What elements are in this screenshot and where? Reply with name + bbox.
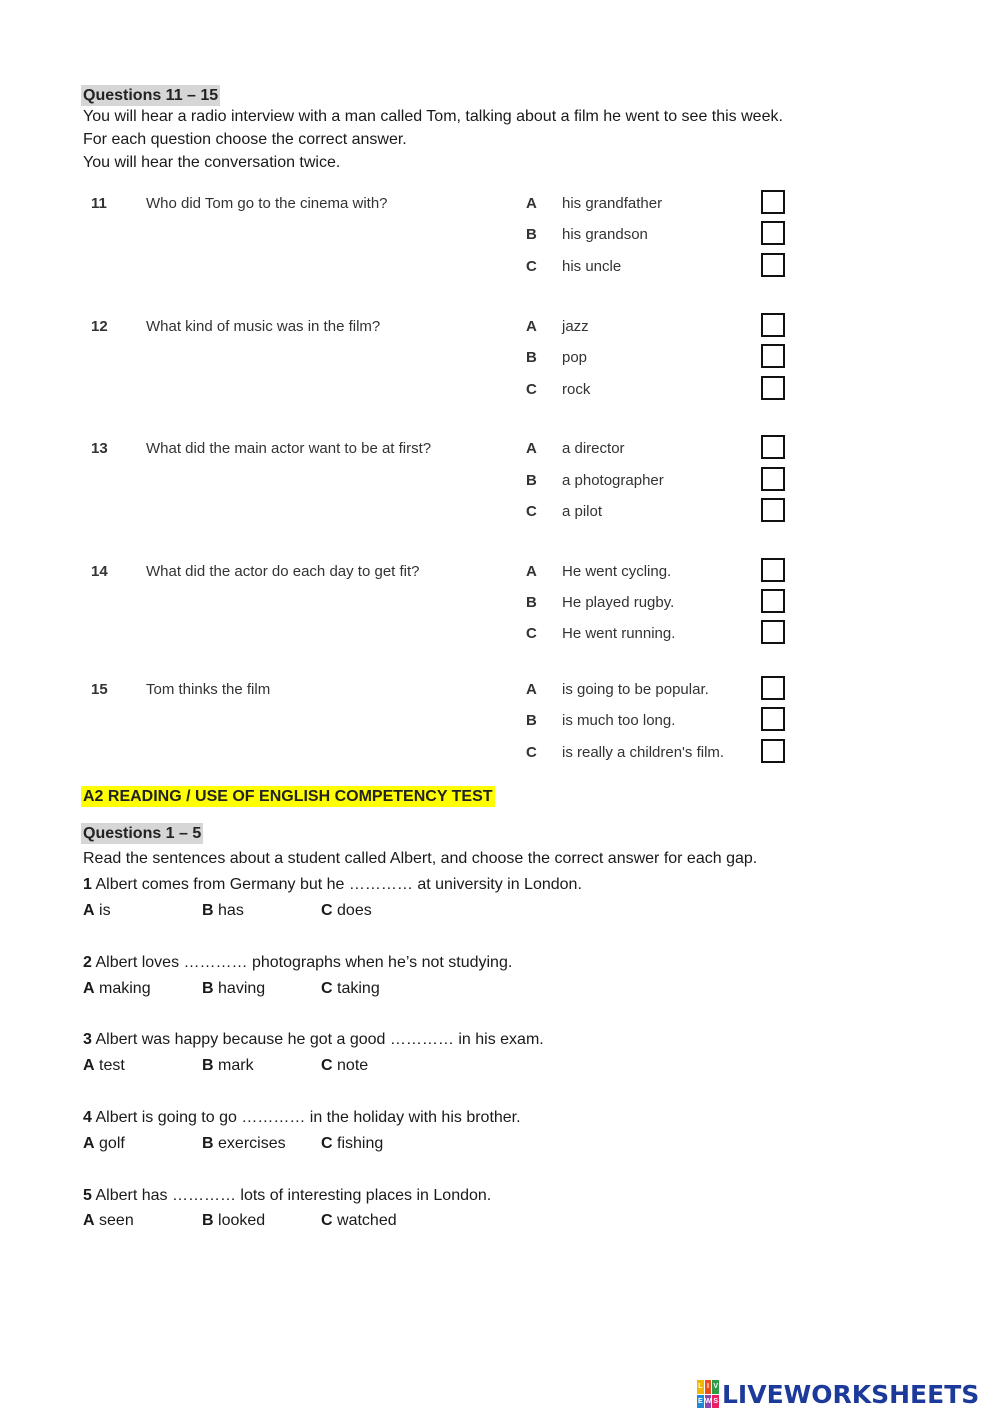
- option-text: is going to be popular.: [562, 681, 709, 698]
- answer-checkbox[interactable]: [761, 221, 785, 245]
- reading-option-3c[interactable]: [321, 1056, 368, 1076]
- logo-tile: I: [705, 1380, 712, 1394]
- reading-question-4: [83, 1108, 521, 1128]
- option-text: rock: [562, 381, 591, 398]
- option-text: making: [99, 980, 151, 997]
- answer-checkbox[interactable]: [761, 739, 785, 763]
- option-letter: A: [83, 1212, 95, 1229]
- option-text: He went running.: [562, 625, 676, 642]
- option-letter: A: [526, 195, 537, 212]
- option-letter: C: [321, 1057, 333, 1074]
- option-text: watched: [337, 1212, 397, 1229]
- question-number: 14: [91, 563, 108, 580]
- option-letter: A: [526, 563, 537, 580]
- option-text: having: [218, 980, 266, 997]
- listening-heading: Questions 11 – 15: [83, 87, 219, 104]
- question-text: Albert loves ………… photographs when he’s not studying.: [95, 954, 513, 971]
- question-text: Who did Tom go to the cinema with?: [146, 195, 388, 212]
- option-text: is: [99, 902, 111, 919]
- option-text: his grandfather: [562, 195, 663, 212]
- option-letter: A: [526, 440, 537, 457]
- option-letter: C: [526, 744, 537, 761]
- question-text: What kind of music was in the film?: [146, 318, 381, 335]
- question-text: Albert has ………… lots of interesting places in London.: [95, 1187, 492, 1204]
- option-text: is much too long.: [562, 712, 676, 729]
- question-text: Albert is going to go ………… in the holiday with his brother.: [95, 1109, 521, 1126]
- option-text: his uncle: [562, 258, 622, 275]
- option-letter: A: [526, 318, 537, 335]
- option-letter: C: [321, 1135, 333, 1152]
- option-text: a pilot: [562, 503, 603, 520]
- question-text: Albert was happy because he got a good ………… in his exam.: [95, 1031, 544, 1048]
- question-number: 4: [83, 1109, 92, 1126]
- option-text: exercises: [218, 1135, 286, 1152]
- option-text: test: [99, 1057, 125, 1074]
- logo-tile: E: [697, 1395, 704, 1409]
- option-text: note: [337, 1057, 369, 1074]
- question-number: 5: [83, 1187, 92, 1204]
- option-letter: C: [321, 980, 333, 997]
- reading-question-3: [83, 1030, 544, 1050]
- answer-checkbox[interactable]: [761, 467, 785, 491]
- answer-checkbox[interactable]: [761, 558, 785, 582]
- answer-checkbox[interactable]: [761, 435, 785, 459]
- reading-option-4a[interactable]: [83, 1134, 125, 1154]
- option-text: his grandson: [562, 226, 648, 243]
- reading-option-1b[interactable]: [202, 901, 244, 921]
- question-text: Tom thinks the film: [146, 681, 271, 698]
- reading-option-3b[interactable]: [202, 1056, 254, 1076]
- option-letter: C: [526, 503, 537, 520]
- question-text: What did the actor do each day to get fit?: [146, 563, 420, 580]
- option-text: He played rugby.: [562, 594, 675, 611]
- option-letter: B: [526, 349, 537, 366]
- reading-heading: Questions 1 – 5: [83, 825, 202, 842]
- option-letter: B: [202, 1212, 214, 1229]
- option-letter: B: [202, 1135, 214, 1152]
- reading-option-1c[interactable]: [321, 901, 372, 921]
- option-text: a director: [562, 440, 625, 457]
- option-letter: B: [202, 980, 214, 997]
- option-letter: C: [321, 1212, 333, 1229]
- answer-checkbox[interactable]: [761, 707, 785, 731]
- reading-option-2a[interactable]: [83, 979, 151, 999]
- answer-checkbox[interactable]: [761, 253, 785, 277]
- option-text: golf: [99, 1135, 125, 1152]
- option-letter: A: [83, 1057, 95, 1074]
- answer-checkbox[interactable]: [761, 620, 785, 644]
- option-letter: A: [83, 902, 95, 919]
- question-text: Albert comes from Germany but he ………… at university in London.: [95, 876, 582, 893]
- question-number: 2: [83, 954, 92, 971]
- logo-tile: S: [712, 1395, 719, 1409]
- logo-tile: W: [705, 1395, 712, 1409]
- option-letter: C: [526, 381, 537, 398]
- reading-section-title: A2 READING / USE OF ENGLISH COMPETENCY TEST: [83, 788, 493, 805]
- option-text: does: [337, 902, 372, 919]
- option-letter: A: [526, 681, 537, 698]
- option-letter: B: [526, 226, 537, 243]
- question-number: 15: [91, 681, 108, 698]
- question-number: 11: [91, 195, 107, 212]
- option-letter: A: [83, 1135, 95, 1152]
- reading-option-1a[interactable]: [83, 901, 111, 921]
- liveworksheets-logo-text: LIVEWORKSHEETS: [722, 1379, 980, 1409]
- reading-option-5c[interactable]: [321, 1211, 397, 1231]
- option-text: pop: [562, 349, 588, 366]
- option-letter: B: [526, 712, 537, 729]
- reading-option-5a[interactable]: [83, 1211, 134, 1231]
- question-number: 12: [91, 318, 108, 335]
- reading-question-2: [83, 953, 512, 973]
- option-text: mark: [218, 1057, 254, 1074]
- answer-checkbox[interactable]: [761, 313, 785, 337]
- question-text: What did the main actor want to be at first?: [146, 440, 432, 457]
- option-text: looked: [218, 1212, 266, 1229]
- answer-checkbox[interactable]: [761, 376, 785, 400]
- answer-checkbox[interactable]: [761, 190, 785, 214]
- question-number: 1: [83, 876, 92, 893]
- option-text: is really a children's film.: [562, 744, 725, 761]
- logo-tile: L: [697, 1380, 704, 1394]
- reading-option-4b[interactable]: [202, 1134, 286, 1154]
- option-text: taking: [337, 980, 380, 997]
- option-letter: C: [526, 258, 537, 275]
- liveworksheets-logo: [697, 1377, 979, 1411]
- option-letter: B: [202, 902, 214, 919]
- option-letter: A: [83, 980, 95, 997]
- reading-option-2c[interactable]: [321, 979, 380, 999]
- option-letter: B: [526, 594, 537, 611]
- reading-instruction: Read the sentences about a student called Albert, and choose the correct answer for each gap.: [83, 850, 758, 867]
- listening-instruction-1: You will hear a radio interview with a man called Tom, talking about a film he went to see this week.: [83, 108, 783, 125]
- option-letter: B: [526, 472, 537, 489]
- reading-option-4c[interactable]: [321, 1134, 383, 1154]
- option-text: He went cycling.: [562, 563, 672, 580]
- option-text: seen: [99, 1212, 134, 1229]
- option-letter: C: [526, 625, 537, 642]
- answer-checkbox[interactable]: [761, 344, 785, 368]
- listening-instruction-2: For each question choose the correct answer.: [83, 131, 407, 148]
- option-letter: C: [321, 902, 333, 919]
- logo-tile: V: [712, 1380, 719, 1394]
- option-text: has: [218, 902, 244, 919]
- reading-option-2b[interactable]: [202, 979, 265, 999]
- question-number: 13: [91, 440, 108, 457]
- reading-question-1: [83, 875, 582, 895]
- listening-instruction-3: You will hear the conversation twice.: [83, 154, 341, 171]
- answer-checkbox[interactable]: [761, 589, 785, 613]
- option-letter: B: [202, 1057, 214, 1074]
- option-text: jazz: [562, 318, 589, 335]
- answer-checkbox[interactable]: [761, 676, 785, 700]
- question-number: 3: [83, 1031, 92, 1048]
- liveworksheets-logo-icon: [697, 1380, 719, 1408]
- answer-checkbox[interactable]: [761, 498, 785, 522]
- option-text: fishing: [337, 1135, 384, 1152]
- option-text: a photographer: [562, 472, 664, 489]
- reading-option-5b[interactable]: [202, 1211, 265, 1231]
- reading-option-3a[interactable]: [83, 1056, 125, 1076]
- reading-question-5: [83, 1186, 491, 1206]
